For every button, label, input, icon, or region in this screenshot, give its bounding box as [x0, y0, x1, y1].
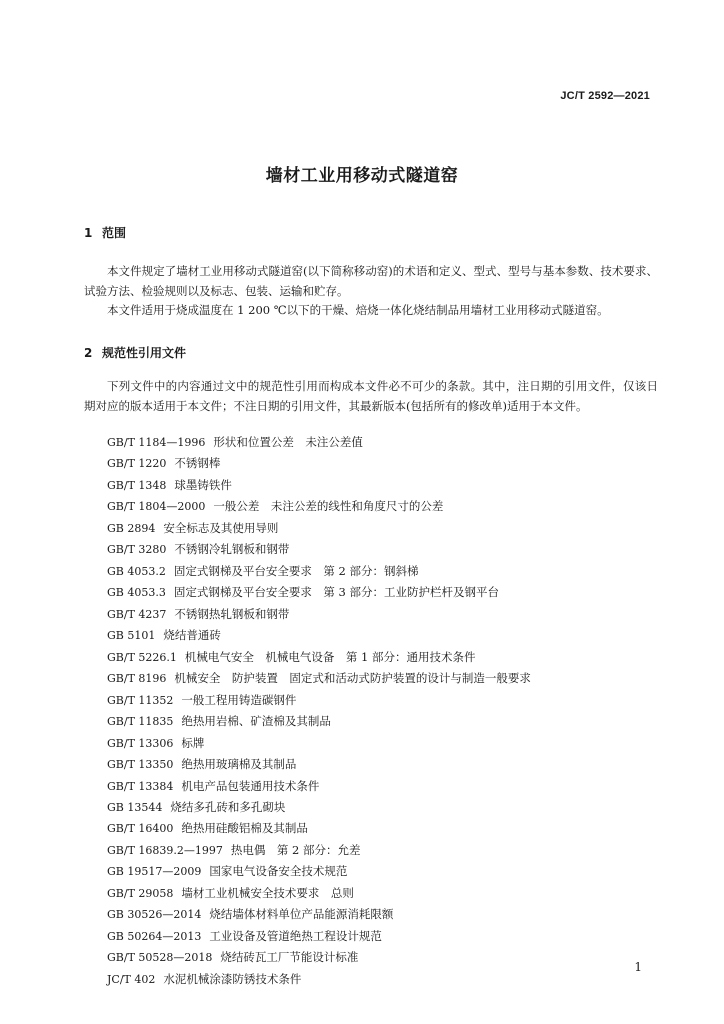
reference-code: GB 2894 [107, 521, 156, 535]
reference-title: 球墨铸铁件 [174, 477, 232, 492]
reference-code: GB/T 3280 [107, 543, 167, 557]
reference-title: 机械电气安全 机械电气设备 第 1 部分：通用技术条件 [184, 649, 476, 664]
reference-code: GB/T 1184—1996 [107, 436, 206, 449]
reference-item [107, 840, 531, 861]
reference-title: 不锈钢棒 [174, 456, 221, 471]
reference-item [107, 582, 531, 603]
reference-item [107, 818, 531, 839]
reference-code: GB 13544 [107, 800, 163, 814]
reference-item [107, 561, 531, 582]
reference-item [107, 496, 531, 517]
reference-code: GB 19517—2009 [107, 865, 202, 879]
references-intro-paragraph: 下列文件中的内容通过文中的规范性引用而构成本文件必不可少的条款。其中，注日期的引用文件，仅该日期对应的版本适用于本文件；不注日期的引用文件，其最新版本(包括所有的修改单)适用于本文件。 [84, 379, 658, 413]
reference-item [107, 776, 531, 797]
section-heading-scope [84, 224, 126, 241]
reference-title: 一般工程用铸造碳钢件 [181, 692, 297, 707]
reference-code: GB/T 11835 [107, 715, 174, 729]
scope-paragraph-1: 本文件规定了墙材工业用移动式隧道窑(以下简称移动窑)的术语和定义、型式、型号与基本参数、技术要求、试验方法、检验规则以及标志、包装、运输和贮存。 [84, 264, 658, 298]
reference-item [107, 926, 531, 947]
reference-item [107, 690, 531, 711]
reference-title: 固定式钢梯及平台安全要求 第 2 部分：钢斜梯 [173, 563, 419, 578]
reference-code: GB 5101 [107, 629, 156, 643]
reference-title: 热电偶 第 2 部分：允差 [230, 842, 361, 857]
document-code: JC/T 2592—2021 [560, 90, 650, 102]
reference-code: GB/T 1804—2000 [107, 500, 206, 514]
reference-item [107, 453, 531, 474]
reference-title: 形状和位置公差 未注公差值 [213, 435, 363, 449]
reference-title: 机电产品包装通用技术条件 [181, 778, 320, 793]
reference-item [107, 969, 531, 990]
reference-code: GB 4053.3 [107, 586, 166, 600]
section-title: 规范性引用文件 [102, 346, 187, 360]
reference-code: GB 30526—2014 [107, 908, 202, 922]
reference-title: 一般公差 未注公差的线性和角度尺寸的公差 [213, 499, 444, 514]
reference-title: 烧结多孔砖和多孔砌块 [170, 799, 286, 814]
reference-item [107, 604, 531, 625]
section-number: 2 [84, 346, 93, 360]
reference-title: 绝热用硅酸铝棉及其制品 [181, 821, 308, 836]
reference-title: 固定式钢梯及平台安全要求 第 3 部分：工业防护栏杆及钢平台 [173, 585, 499, 600]
reference-code: GB/T 16400 [107, 822, 174, 836]
reference-code: GB/T 29058 [107, 886, 174, 900]
section-number: 1 [84, 226, 93, 240]
reference-code: GB/T 1220 [107, 457, 167, 471]
reference-code: GB/T 13306 [107, 736, 174, 750]
reference-item [107, 432, 531, 453]
reference-title: 国家电气设备安全技术规范 [209, 864, 348, 879]
reference-title: 安全标志及其使用导则 [163, 520, 279, 535]
reference-title: 烧结普通砖 [163, 628, 221, 643]
reference-item [107, 947, 531, 968]
reference-title: 烧结砖瓦工厂节能设计标准 [220, 950, 359, 965]
reference-title: 水泥机械涂漆防锈技术条件 [163, 971, 302, 986]
reference-list [107, 432, 531, 990]
scope-paragraph-2: 本文件适用于烧成温度在 1 200 ℃以下的干燥、焙烧一体化烧结制品用墙材工业用移动式隧道窑。 [107, 303, 609, 317]
reference-item [107, 904, 531, 925]
reference-item [107, 797, 531, 818]
reference-item [107, 518, 531, 539]
section-title: 范围 [102, 226, 127, 240]
reference-code: GB/T 13350 [107, 758, 174, 772]
reference-code: GB/T 8196 [107, 672, 167, 686]
reference-item [107, 668, 531, 689]
reference-item [107, 475, 531, 496]
reference-item [107, 711, 531, 732]
reference-item [107, 625, 531, 646]
reference-code: GB/T 4237 [107, 607, 167, 621]
reference-code: GB/T 5226.1 [107, 650, 177, 664]
reference-code: JC/T 402 [107, 972, 156, 986]
reference-code: GB/T 50528—2018 [107, 951, 213, 965]
document-title: 墙材工业用移动式隧道窑 [265, 166, 459, 186]
reference-code: GB/T 1348 [107, 478, 167, 492]
reference-title: 机械安全 防护装置 固定式和活动式防护装置的设计与制造一般要求 [174, 671, 531, 686]
reference-title: 工业设备及管道绝热工程设计规范 [209, 928, 382, 943]
page-number: 1 [634, 960, 642, 974]
reference-title: 标牌 [181, 735, 205, 750]
reference-title: 不锈钢热轧钢板和钢带 [174, 606, 290, 621]
reference-item [107, 861, 531, 882]
reference-code: GB 50264—2013 [107, 929, 202, 943]
reference-item [107, 539, 531, 560]
reference-title: 不锈钢冷轧钢板和钢带 [174, 542, 290, 557]
reference-item [107, 733, 531, 754]
reference-title: 墙材工业机械安全技术要求 总则 [181, 885, 354, 900]
reference-item [107, 754, 531, 775]
reference-code: GB 4053.2 [107, 564, 166, 578]
reference-title: 烧结墙体材料单位产品能源消耗限额 [209, 907, 394, 922]
reference-code: GB/T 13384 [107, 779, 174, 793]
reference-code: GB/T 11352 [107, 693, 174, 707]
reference-title: 绝热用玻璃棉及其制品 [181, 757, 297, 772]
reference-code: GB/T 16839.2—1997 [107, 843, 223, 857]
reference-item [107, 883, 531, 904]
section-heading-normative-references [84, 344, 186, 361]
reference-title: 绝热用岩棉、矿渣棉及其制品 [181, 714, 331, 729]
reference-item [107, 647, 531, 668]
